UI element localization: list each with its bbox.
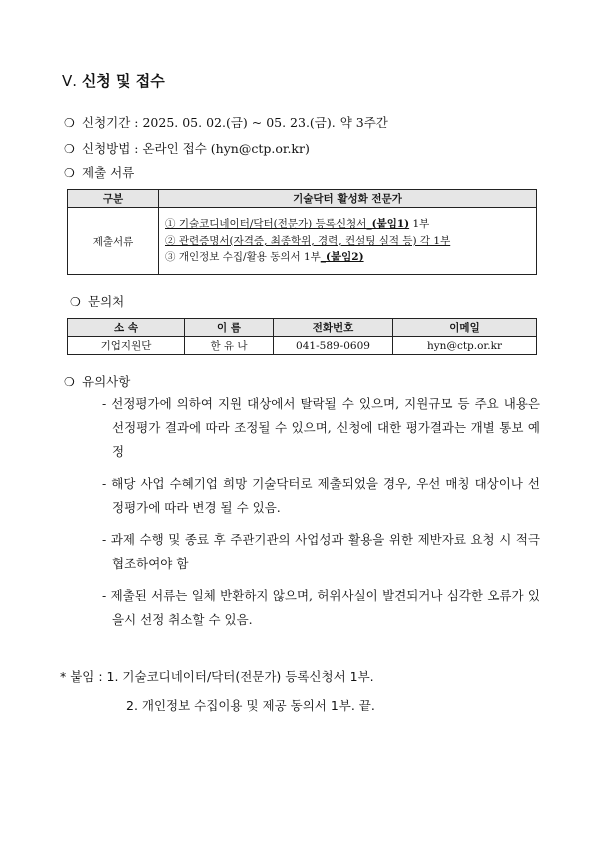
circle-bullet-icon: ❍ [64,166,75,180]
table-header: 이 름 [185,319,274,337]
method-text: 신청방법 : 온라인 접수 (hyn@ctp.or.kr) [82,141,310,156]
contact-text: 문의처 [88,294,125,309]
table-header: 기술닥터 활성화 전문가 [159,190,537,208]
documents-list [159,208,537,275]
circle-bullet-icon: ❍ [70,295,81,309]
document-item: ① 기술코디네이터/닥터(전문가) 등록신청서_(붙임1) 1부 [165,218,430,231]
note-item: - 선정평가에 의하여 지원 대상에서 탈락될 수 있으며, 지원규모 등 주요 내용은 선정평가 결과에 따라 조정될 수 있으며, 신청에 대한 평가결과는 개별 통보 예정 [102,396,540,459]
section-number: Ⅴ. [62,72,78,90]
contact-line [70,292,124,310]
section-title [62,70,165,91]
contact-table [67,318,537,355]
circle-bullet-icon: ❍ [64,375,75,389]
method-line [64,139,310,157]
table-header: 이메일 [393,319,537,337]
attachment-line-1: * 붙임 : 1. 기술코디네이터/닥터(전문가) 등록신청서 1부. [60,669,374,684]
table-header: 구분 [68,190,159,208]
table-cell: 041-589-0609 [274,337,393,355]
attachment-line-2: 2. 개인정보 수집이용 및 제공 동의서 1부. 끝. [126,698,375,713]
notes-text: 유의사항 [82,374,131,389]
table-cell: hyn@ctp.or.kr [393,337,537,355]
note-item: - 과제 수행 및 종료 후 주관기관의 사업성과 활용을 위한 제반자료 요청 시 적극 협조하여야 함 [102,532,540,571]
table-header: 소 속 [68,319,185,337]
note-item: - 해당 사업 수혜기업 희망 기술닥터로 제출되었을 경우, 우선 매칭 대상이나 선정평가에 따라 변경 될 수 있음. [102,476,540,515]
table-cell: 기업지원단 [68,337,185,355]
documents-text: 제출 서류 [82,165,135,180]
period-text: 신청기간 : 2025. 05. 02.(금) ~ 05. 23.(금). 약 3주간 [82,115,388,130]
category-cell: 제출서류 [68,208,159,275]
circle-bullet-icon: ❍ [64,142,75,156]
documents-line [64,163,134,181]
documents-table [67,189,537,275]
note-item: - 제출된 서류는 일체 반환하지 않으며, 허위사실이 발견되거나 심각한 오류가 있을시 선정 취소할 수 있음. [102,588,540,627]
table-cell: 한 유 나 [185,337,274,355]
document-item: ② 관련증명서(자격증, 최종학위, 경력, 컨설팅 실적 등) 각 1부 [165,234,451,247]
section-heading: 신청 및 접수 [81,72,165,90]
table-header: 전화번호 [274,319,393,337]
circle-bullet-icon: ❍ [64,116,75,130]
period-line [64,113,388,131]
notes-line [64,372,130,390]
document-item: ③ 개인정보 수집/활용 동의서 1부_(붙임2) [165,251,364,264]
